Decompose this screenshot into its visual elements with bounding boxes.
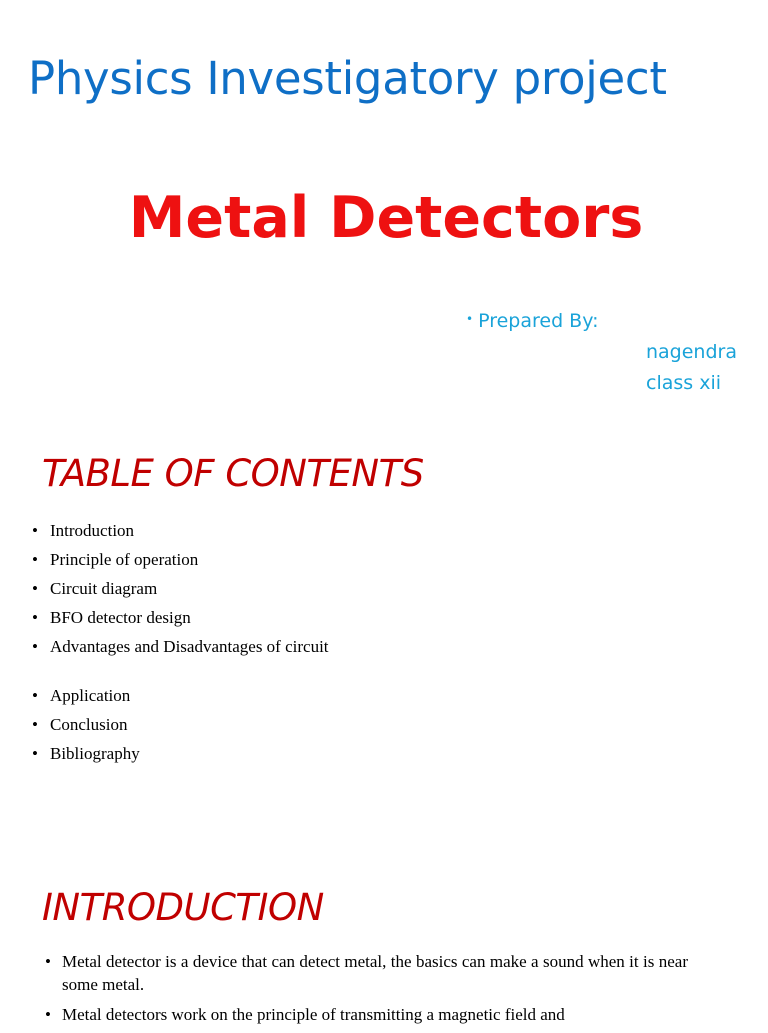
toc-slide [0,430,768,850]
author-name: nagendra [646,341,737,363]
prepared-by [466,310,598,332]
prepared-by-label: Prepared By: [478,310,599,332]
bullet-icon: • [32,744,38,763]
introduction-heading: INTRODUCTION [42,886,324,929]
bullet-icon: • [32,686,38,705]
list-item: • Principle of operation [32,550,199,569]
main-title: Metal Detectors [128,185,644,251]
bullet-icon: • [466,312,474,326]
introduction-list [44,950,688,1033]
bullet-icon: • [32,637,38,656]
list-item: • Metal detector is a device that can detect metal, the basics can make a sound when it is near some metal. [44,950,688,996]
bullet-icon: • [32,608,38,627]
bullet-icon: • [32,715,38,734]
list-item: • Introduction [32,521,135,540]
list-item: • Metal detectors work on the principle of transmitting a magnetic field and [44,1003,688,1026]
toc-list [32,520,329,772]
bullet-icon: • [32,521,38,540]
toc-heading: TABLE OF CONTENTS [42,452,424,495]
project-title: Physics Investigatory project [28,52,667,105]
author-class: class xii [646,372,722,394]
list-item: • Circuit diagram [32,579,158,598]
list-item: • Bibliography [32,744,140,763]
list-item: • Conclusion [32,715,128,734]
list-item: • Advantages and Disadvantages of circuit [32,637,329,656]
bullet-icon: • [32,550,38,569]
introduction-slide [0,850,768,1024]
list-item: • BFO detector design [32,608,191,627]
bullet-icon: • [32,579,38,598]
title-slide [0,0,768,430]
list-item: • Application [32,686,131,705]
